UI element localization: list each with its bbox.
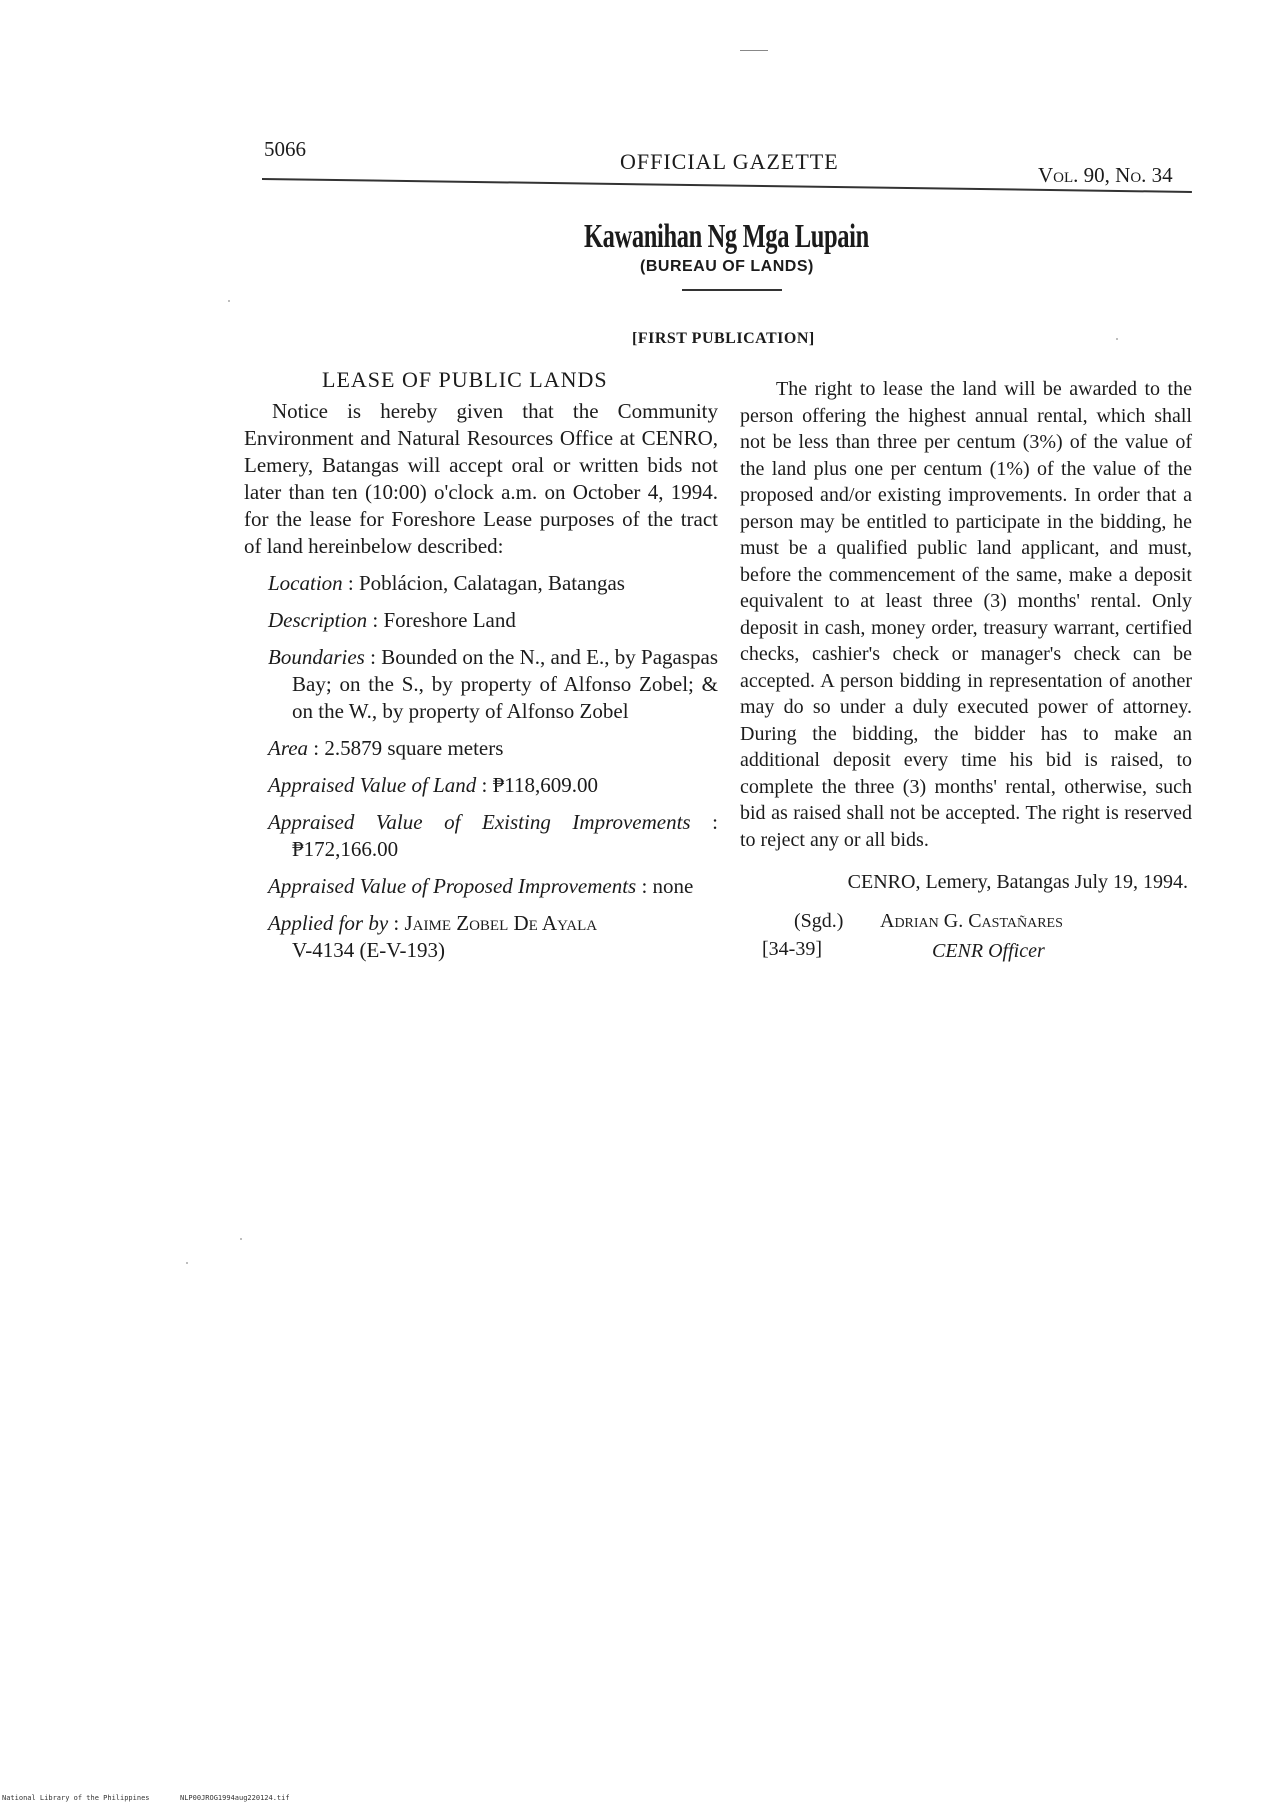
field-label: Location (268, 571, 343, 595)
top-mark (740, 50, 768, 51)
publication-label: [FIRST PUBLICATION] (632, 330, 815, 347)
bureau-rule (682, 289, 782, 291)
left-column (244, 398, 718, 964)
scan-speck (228, 300, 230, 302)
right-column (740, 376, 1192, 968)
scan-speck (240, 1238, 242, 1240)
scan-speck (186, 1262, 188, 1264)
field-applied-for (244, 910, 718, 964)
bureau-title: Kawanihan Ng Mga Lupain (584, 218, 869, 255)
field-value: : 2.5879 square meters (313, 736, 504, 760)
field-boundaries (244, 644, 718, 725)
field-label: Appraised Value of Land (268, 773, 477, 797)
footer-filename: NLP00JROG1994aug220124.tif (180, 1794, 290, 1802)
application-reference: V-4134 (E-V-193) (292, 938, 446, 962)
field-existing-improvements (244, 809, 718, 863)
field-value: : ₱118,609.00 (481, 773, 598, 797)
field-label: Appraised Value of Proposed Improvements (268, 874, 637, 898)
field-area (244, 735, 718, 762)
bureau-subtitle: (BUREAU OF LANDS) (640, 258, 814, 275)
field-label: Description (268, 608, 368, 632)
signature-block (740, 908, 1192, 968)
issue-reference: [34-39] (762, 937, 822, 960)
field-label: Area (268, 736, 309, 760)
terms-paragraph: The right to lease the land will be awarded to the person offering the highest annual rental, which shall not be less than three per centum (3%) of the value of the land plus one per centum (1%) of the value of the proposed and/or existing improvements. In order that a person may be entitled to participate in the bidding, he must be a qualified public land applicant, and must, before the commencement of the same, make a deposit equivalent to at least three (3) months' rental. Only deposit in cash, money order, treasury warrant, certified checks, cashier's check or manager's check can be accepted. A person bidding in representation of another may do so under a duly executed power of attorney. During the bidding, the bidder has to make an additional deposit every time his bid is raised, to complete the three (3) months' rental, otherwise, such bid as raised shall not be accepted. The right is reserved to reject any or all bids. (740, 378, 1192, 851)
section-title: LEASE OF PUBLIC LANDS (322, 367, 608, 392)
field-value: : Foreshore Land (372, 608, 516, 632)
field-location (244, 570, 718, 597)
field-value: : ₱172,166.00 (292, 810, 719, 861)
signatory-name: Adrian G. Castañares (880, 909, 1063, 932)
page-number: 5066 (264, 137, 306, 161)
field-proposed-improvements (244, 873, 718, 900)
field-label: Appraised Value of Existing Improvements (268, 810, 691, 834)
date-line: CENRO, Lemery, Batangas July 19, 1994. (847, 871, 1188, 893)
field-value: : none (641, 874, 694, 898)
volume-label: Vol. 90, No. 34 (1038, 163, 1173, 187)
field-description (244, 607, 718, 634)
publication-title: OFFICIAL GAZETTE (620, 149, 839, 174)
signed-mark: (Sgd.) (794, 909, 844, 932)
signatory-title: CENR Officer (932, 939, 1045, 962)
footer-library: National Library of the Philippines (2, 1794, 150, 1802)
scan-speck (1116, 338, 1118, 340)
notice-paragraph: Notice is hereby given that the Community Environment and Natural Resources Office at CENRO, Lemery, Batangas will accept oral or written bids not later than ten (10:00) o'clock a.m. on October 4, 1994. for the lease for Foreshore Lease purposes of the tract of land hereinbelow described: (244, 399, 718, 558)
field-label: Applied for by (268, 911, 389, 935)
applicant-name: : Jaime Zobel De Ayala (393, 911, 598, 935)
field-value: : Bounded on the N., and E., by Pagaspas Bay; on the S., by property of Alfonso Zobel; & on the W., by property of Alfonso Zobel (292, 645, 719, 723)
field-land-value (244, 772, 718, 799)
field-label: Boundaries (268, 645, 365, 669)
field-value: : Poblácion, Calatagan, Batangas (347, 571, 625, 595)
